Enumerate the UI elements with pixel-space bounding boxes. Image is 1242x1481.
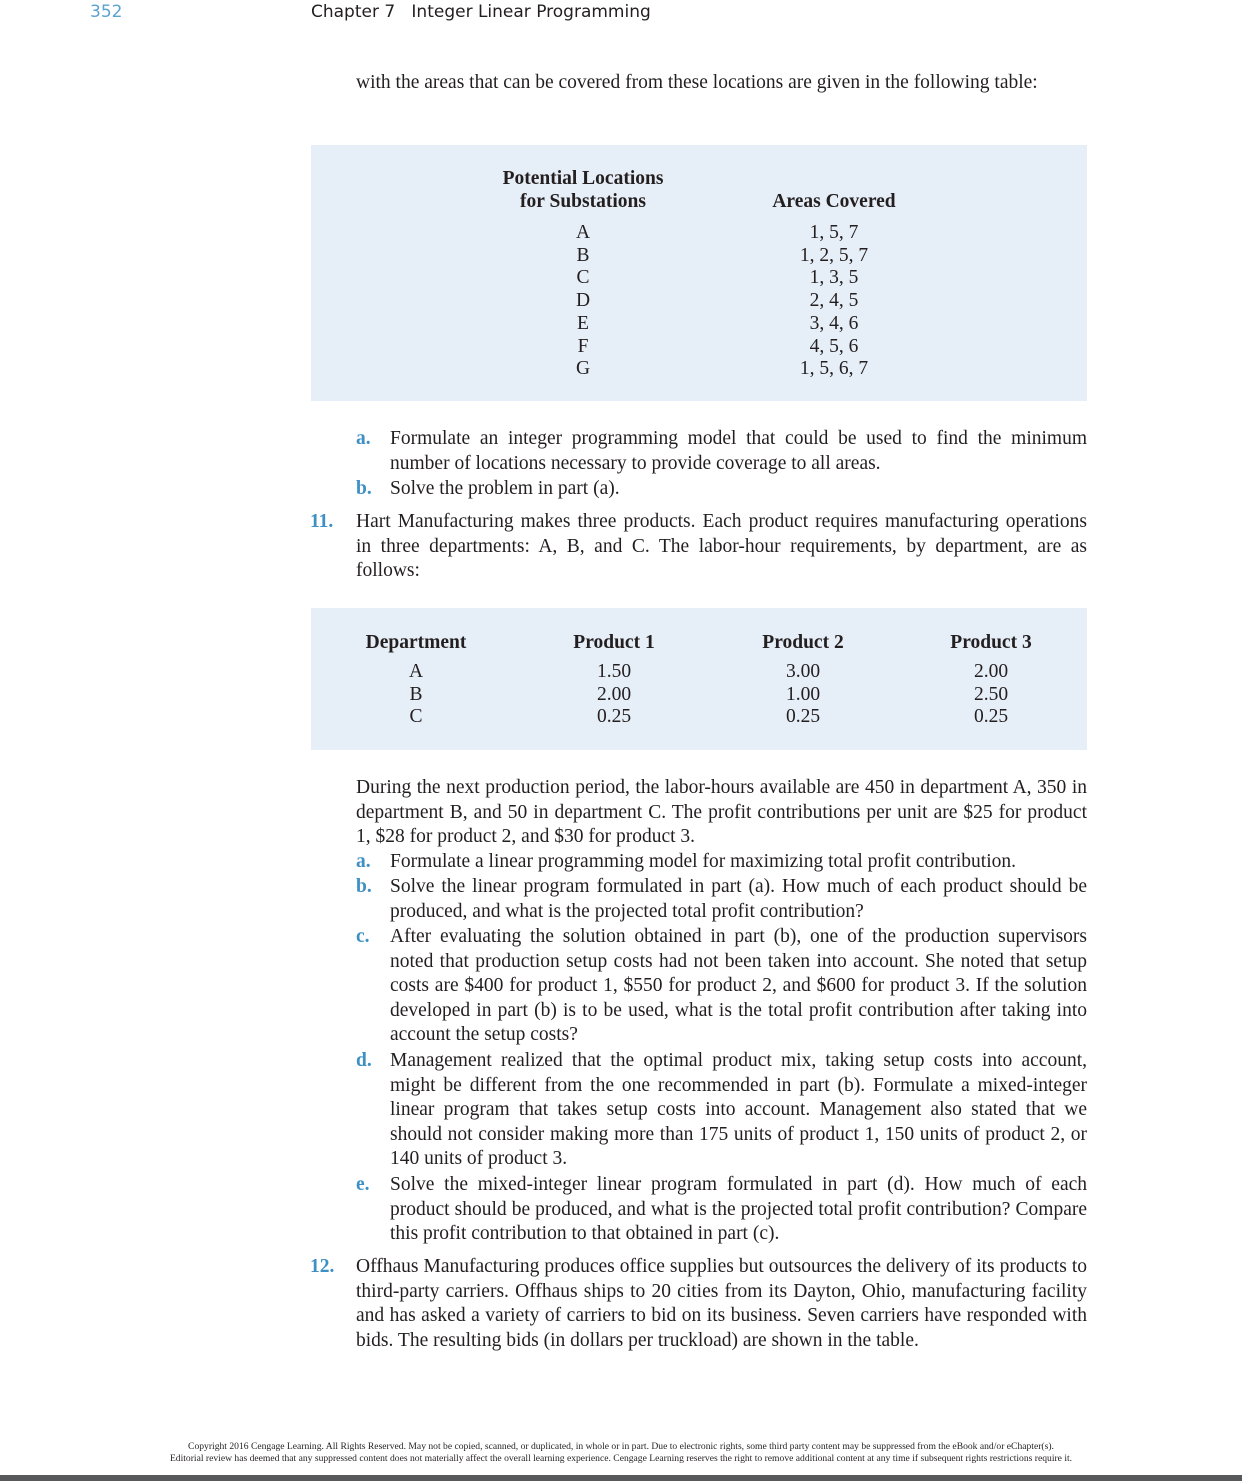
part-label: b. (356, 478, 372, 499)
locations-column (533, 222, 633, 381)
table-cell: 3.00 (785, 661, 821, 682)
part-text: Management realized that the optimal product mix, taking setup costs into account, might be different from the one recommended in part (b). Formulate a mixed-integer linear program that takes setup costs into account. Management also stated that we should not consider making more than 175 units of product 1, 150 units of product 2, or 140 units of product 3. (390, 1050, 1087, 1170)
substation-table (311, 145, 1087, 401)
q11-part-c (356, 925, 1087, 1048)
question-number-11: 11. (310, 511, 334, 532)
part-text: Solve the mixed-integer linear program formulated in part (d). How much of each product should be produced, and what is the projected total profit contribution? Compare this profit contribution to that obtained in part (c). (390, 1174, 1087, 1245)
table-cell: A (575, 222, 591, 243)
part-text: Formulate a linear programming model for maximizing total profit contribution. (390, 851, 1017, 872)
chapter-label: Chapter 7 (311, 2, 396, 22)
product3-header: Product 3 (950, 632, 1032, 653)
table-cell: 0.25 (785, 706, 821, 728)
q11-part-b (356, 875, 1087, 924)
table-cell: A (408, 661, 424, 682)
areas-column (784, 222, 884, 381)
product2-column (753, 661, 853, 729)
areas-column-header: Areas Covered (772, 191, 896, 212)
part-label: a. (356, 428, 371, 449)
table-cell: 2.00 (596, 683, 632, 705)
part-label: c. (356, 926, 370, 947)
part-text: Formulate an integer programming model that could be used to find the minimum number of locations necessary to provide coverage to all areas. (390, 428, 1087, 474)
table-cell: D (575, 290, 591, 312)
table-cell: 1.50 (596, 661, 632, 682)
table-cell: E (577, 312, 589, 334)
product2-header: Product 2 (762, 632, 844, 653)
q11-part-d (356, 1049, 1087, 1172)
copyright-line-2: Editorial review has deemed that any suppressed content does not materially affect the overall learning experience. Cengage Learning reserves the right to remove additional content at any time if subsequent rights restrictions require it. (169, 1453, 1073, 1464)
table-cell: 4, 5, 6 (809, 335, 859, 357)
table-cell: 1, 5, 7 (809, 222, 859, 243)
department-column (366, 661, 466, 729)
q10-part-b (356, 477, 1087, 502)
table-cell: 1, 3, 5 (809, 267, 859, 289)
table-cell: C (409, 706, 423, 728)
table-cell: 0.25 (596, 706, 632, 728)
copyright-line-1: Copyright 2016 Cengage Learning. All Rights Reserved. May not be copied, scanned, or duplicated, in whole or in part. Due to electronic rights, some third party content may be suppressed from the eBook and/or eChapter(s). (188, 1441, 1054, 1452)
chapter-title: Integer Linear Programming (411, 2, 651, 22)
q10-part-a (356, 427, 1087, 476)
labor-hours-table (311, 608, 1087, 750)
table-cell: 1, 5, 6, 7 (799, 358, 869, 380)
table-cell: B (409, 683, 423, 705)
product3-column (941, 661, 1041, 729)
table-cell: G (575, 358, 591, 380)
table-cell: 1.00 (785, 683, 821, 705)
locations-column-header: Potential Locations for Substations (502, 168, 664, 212)
intro-paragraph: with the areas that can be covered from these locations are given in the following table: (356, 72, 1038, 93)
part-text: Solve the linear program formulated in part (a). How much of each product should be produced, and what is the projected total profit contribution? (390, 876, 1087, 922)
table-cell: 2.00 (973, 661, 1009, 682)
product1-column (564, 661, 664, 729)
table-cell: 2.50 (973, 683, 1009, 705)
table-cell: F (577, 335, 589, 357)
table-cell: B (576, 244, 590, 266)
part-text: Solve the problem in part (a). (390, 478, 620, 499)
question-number-12: 12. (310, 1256, 335, 1277)
part-label: a. (356, 851, 371, 872)
part-label: e. (356, 1174, 370, 1195)
q12-text: Offhaus Manufacturing produces office supplies but outsources the delivery of its products to third-party carriers. Offhaus ships to 20 cities from its Dayton, Ohio, manufacturing facility and has asked a variety of carriers to bid on its business. Seven carriers have responded with bids. The resulting bids (in dollars per truckload) are shown in the table. (356, 1256, 1087, 1351)
table-cell: 0.25 (973, 706, 1009, 728)
part-label: b. (356, 876, 372, 897)
table-cell: 3, 4, 6 (809, 312, 859, 334)
copyright-notice (0, 1441, 1242, 1465)
page-number: 352 (90, 2, 123, 22)
part-text: After evaluating the solution obtained in part (b), one of the production supervisors noted that production setup costs had not been taken into account. She noted that setup costs are $400 for product 1, $550 for product 2, and $600 for product 3. If the solution developed in part (b) is to be used, what is the total profit contribution after taking into account the setup costs? (390, 926, 1087, 1046)
bottom-bar (0, 1475, 1242, 1481)
q11-text: Hart Manufacturing makes three products. Each product requires manufacturing operations in three departments: A, B, and C. The labor-hour requirements, by department, are as follows: (356, 511, 1087, 582)
table-cell: 2, 4, 5 (809, 290, 859, 312)
part-label: d. (356, 1050, 372, 1071)
table-cell: 1, 2, 5, 7 (799, 244, 869, 266)
running-header (311, 2, 651, 22)
table-cell: C (576, 267, 590, 289)
q11-part-a (356, 850, 1087, 875)
product1-header: Product 1 (573, 632, 655, 653)
q11-part-e (356, 1173, 1087, 1247)
q11-followup: During the next production period, the labor-hours available are 450 in department A, 350 in department B, and 50 in department C. The profit contributions per unit are $25 for product 1, $28 for product 2, and $30 for product 3. (356, 777, 1087, 848)
department-header: Department (365, 632, 467, 653)
